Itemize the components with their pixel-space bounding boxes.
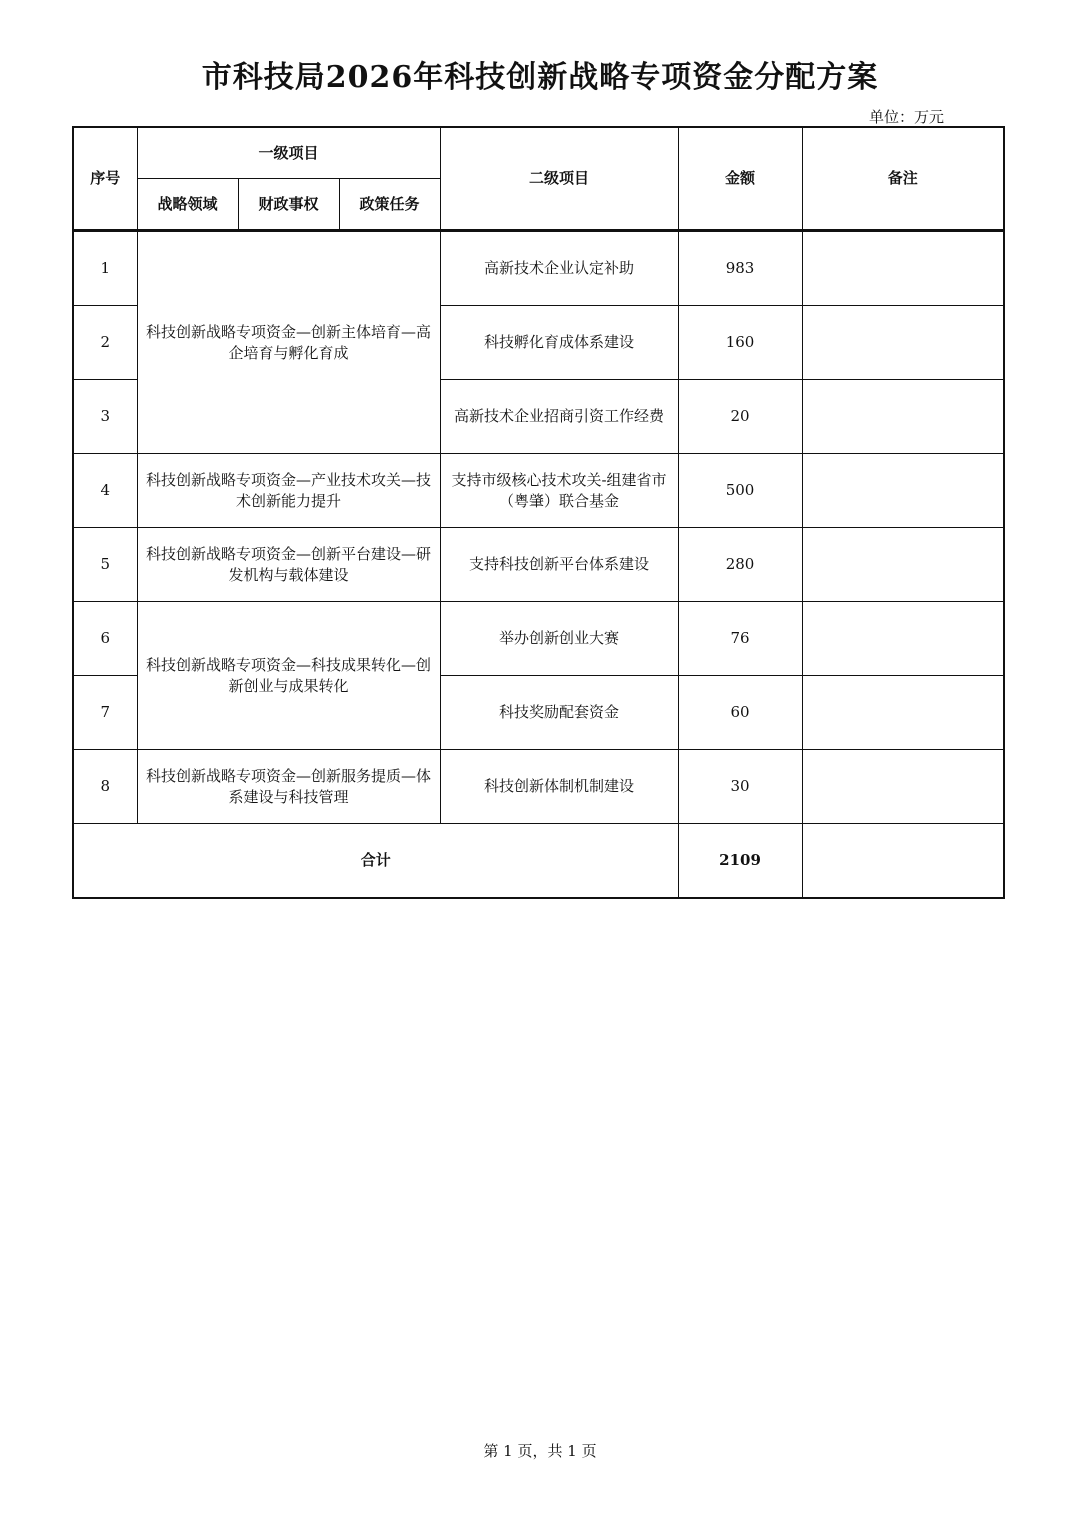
row-seq: 6 [73,602,137,676]
level2-project: 支持科技创新平台体系建设 [440,528,678,602]
row-remark [802,306,1004,380]
level1-project: 科技创新战略专项资金—创新服务提质—体系建设与科技管理 [137,750,440,824]
table-row [73,750,1004,824]
row-amount: 500 [678,454,802,528]
row-seq: 8 [73,750,137,824]
level1-project: 科技创新战略专项资金—创新主体培育—高企培育与孵化育成 [137,231,440,454]
row-seq: 7 [73,676,137,750]
row-seq: 4 [73,454,137,528]
row-remark [802,231,1004,306]
table-row [73,454,1004,528]
row-seq: 5 [73,528,137,602]
row-amount: 20 [678,380,802,454]
total-row [73,824,1004,899]
row-remark [802,602,1004,676]
header-fiscal-authority: 财政事权 [238,179,339,231]
row-seq: 1 [73,231,137,306]
level2-project: 高新技术企业认定补助 [440,231,678,306]
allocation-table [72,126,1005,899]
total-remark [802,824,1004,899]
level2-project: 科技奖励配套资金 [440,676,678,750]
table-row [73,231,1004,306]
row-remark [802,454,1004,528]
total-label: 合计 [73,824,678,899]
row-seq: 2 [73,306,137,380]
header-strategic-field: 战略领域 [137,179,238,231]
row-amount: 280 [678,528,802,602]
row-remark [802,380,1004,454]
row-amount: 983 [678,231,802,306]
header-level1: 一级项目 [137,127,440,179]
unit-label: 单位：万元 [868,108,944,126]
row-seq: 3 [73,380,137,454]
row-amount: 160 [678,306,802,380]
table-row [73,528,1004,602]
header-policy-task: 政策任务 [339,179,440,231]
level2-project: 高新技术企业招商引资工作经费 [440,380,678,454]
row-amount: 76 [678,602,802,676]
level1-project: 科技创新战略专项资金—科技成果转化—创新创业与成果转化 [137,602,440,750]
level2-project: 科技孵化育成体系建设 [440,306,678,380]
level2-project: 支持市级核心技术攻关-组建省市（粤肇）联合基金 [440,454,678,528]
header-seq: 序号 [73,127,137,231]
header-amount: 金额 [678,127,802,231]
total-amount: 2109 [678,824,802,899]
level2-project: 举办创新创业大赛 [440,602,678,676]
level1-project: 科技创新战略专项资金—产业技术攻关—技术创新能力提升 [137,454,440,528]
header-level2: 二级项目 [440,127,678,231]
page-footer: 第 1 页，共 1 页 [483,1442,597,1460]
row-remark [802,528,1004,602]
page-title: 市科技局2026年科技创新战略专项资金分配方案 [201,60,879,95]
table-row [73,602,1004,676]
level1-project: 科技创新战略专项资金—创新平台建设—研发机构与载体建设 [137,528,440,602]
row-amount: 30 [678,750,802,824]
row-remark [802,676,1004,750]
header-remark: 备注 [802,127,1004,231]
row-remark [802,750,1004,824]
level2-project: 科技创新体制机制建设 [440,750,678,824]
row-amount: 60 [678,676,802,750]
